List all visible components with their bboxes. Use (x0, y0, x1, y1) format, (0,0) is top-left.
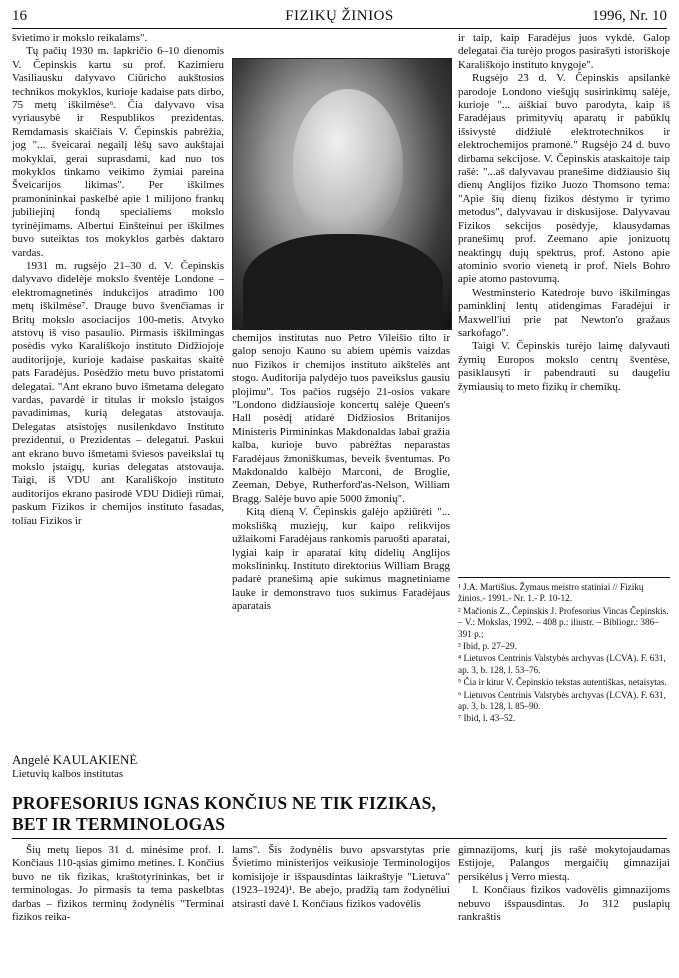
paragraph: lams". Šis žodynėlis buvo apsvarstytas prie Švietimo ministerijos veikusioje Terminologijos komisijoje ir išspausdintas laikraštyje "Lietuva" (1923–1924)¹. Be abejo, pradžią tam žodynėliui atsirasti davė I. Končiaus fizikos vadovėlis (232, 844, 450, 910)
article-title (12, 793, 662, 835)
footnote: ⁵ Čia ir kitur V. Čepinskio tekstas autentiškas, netaisytas. (458, 677, 667, 688)
paragraph: I. Končiaus fizikos vadovėlis gimnazijoms nebuvo išspausdintas. Jo 312 puslapių rankraštis (458, 884, 670, 924)
divider (12, 838, 667, 839)
portrait-coat (243, 234, 443, 330)
footnote: ¹ J.A. Martišius. Žymaus meistro statiniai // Fizikų žinios.- 1991.- Nr. 1.- P. 10-12. (458, 582, 644, 604)
article-title-line-1: PROFESORIUS IGNAS KONČIUS NE TIK FIZIKAS, (12, 793, 437, 813)
paragraph: Westminsterio Katedroje buvo iškilmingas paminklinį lentų atidengimas Faradėjui ir Maxwell'iui prie pat Newton'o gražaus sarkofago". (458, 286, 670, 339)
article-column-1 (12, 32, 224, 528)
footnotes (458, 577, 670, 726)
author-block (12, 752, 137, 782)
footnote: ² Mačionis Z., Čepinskis J. Profesorius Vincas Čepinskis. – V.: Mokslas, 1992. – 408 p.: iliustr. – Bibliogr.: 386–391 p.; (458, 605, 669, 639)
paragraph: Kitą dieną V. Čepinskis galėjo apžiūrėti "... mokslišką muziejų, kur kaipo relikvijos užlaikomi Faradėjaus rankomis paruošti aparatai, lygiai kaip ir aparatai kitų didelių Anglijos mokslininkų. Instituto direktorius William Bragg padarė pranešimą apie sukimus magnetiniame lauke ir demonstravo tuos sukimus Faradėjaus aparatais (232, 506, 450, 613)
article2-column-1 (12, 844, 224, 924)
paragraph: 1931 m. rugsėjo 21–30 d. V. Čepinskis dalyvavo didelėje mokslo šventėje Londone – elektromagnetinės indukcijos atradimo 100 metų iškilmėse⁷. Drauge buvo švenčiamas ir Britų mokslo asociacijos 100-metis. Atvyko atstovų iš viso pasaulio. Pirmasis iškilmingas posėdis vyko Karališkojo instituto Didžiojoje auditorijoje, kurioje kadaise paskaitas skaitė pats Faradėjus. Posėdžio metu buvo pristatomi delegatai. "Ant ekrano buvo išmetama delegato vardas, pavardė ir titulas ir mokslo įstaigos pavadinimas, kurią delegatas atstovauja. Delegatas atsistojęs nusilenkdavo Instituto prezidentui, o Prezidentas – delegatui. Paskui ant ekrano buvo išmetami šviesos paveikslai tų mokslo įstaigų, kurias delegatas atstovauja. Taigi, iš VDU ant Karališkojo instituto auditorijos ekrano pasirodė VDU Didieji rūmai, paskum Fizikos ir chemijos instituto fasadas, toliau Fizikos ir (12, 259, 224, 527)
footnote: ⁷ Ibid, l. 43–52. (458, 713, 516, 724)
paragraph: Šių metų liepos 31 d. minėsime prof. I. Končiaus 110-ąsias gimimo metines. I. Končius buvo ne tik fizikas, kraštotyrininkas, bet ir terminologas. Jo pirmasis ta tema paskelbtas darbas – fizikos terminų žodynėlis "Terminai fizikos reika- (12, 844, 224, 924)
paragraph: Taigi V. Čepinskis turėjo laimę dalyvauti žymių Europos mokslo centrų šventėse, pasiklausyti ir pabendrauti su daugeliu žymiausių to meto fizikų ir chemikų. (458, 340, 670, 393)
footnote: ³ Ibid, p. 27–29. (458, 641, 517, 652)
article-column-3 (458, 32, 670, 394)
portrait-face (293, 89, 403, 239)
article-title-line-2: BET IR TERMINOLOGAS (12, 814, 226, 834)
page-header (12, 6, 667, 29)
article-column-2 (232, 332, 450, 614)
paragraph: ir taip, kaip Faradėjus juos vykdė. Galop delegatai čia turėjo progos pasirašyti istoriškoje Karališkojo instituto knygoje". (458, 32, 670, 71)
paragraph: švietimo ir mokslo reikalams". (12, 32, 148, 44)
author-affiliation: Lietuvių kalbos institutas (12, 768, 124, 780)
paragraph: gimnazijoms, kurį jis rašė mokytojaudamas Estijoje, Palangos mergaičių gimnazijai persikėlus į Verro miestą. (458, 844, 670, 883)
paragraph: Rugsėjo 23 d. V. Čepinskis apsilankė parodoje Londono viešųjų susirinkimų salėje, kurioje "... aiškiai buvo parodyta, kaip iš Faradėjaus primityvių aparatų ir pabūklų išsivystė didžiulė elektrotechnikos ir elektrochemijos pramonė." Rugsėjo 24 d. buvo dirbama sekcijose. V. Čepinskis ataskaitoje taip rašė: "...aš dalyvavau pranešime didžiausio šių dienų Anglijos fiziko Juozo Thomsono tema: "Apie šių dienų fizikos dėstymo ir tyrimo metodus", dalyvavau ir diskusijose. Dalyvavau Fizikos sekcijos posėdyje, klausydamas pranešimų prof. Zeemano apie jonizuotų neaktingų dujų spektrus, prof. Astono apie atominio svorio vienetą ir prof. Niels Bohro apie atomo pastovumą. (458, 72, 670, 286)
journal-title: FIZIKŲ ŽINIOS (285, 8, 394, 24)
footnote: ⁶ Lietuvos Centrinis Valstybės archyvas (LCVA). F. 631, ap. 3, b. 128, l. 85–90. (458, 689, 666, 712)
article2-column-3 (458, 844, 670, 924)
paragraph: chemijos institutas nuo Petro Vileišio tilto ir galop senojo Kauno su abiem upėmis vaizdas nuo Fizikos ir chemijos instituto aikštelės ant stogo. Auditorija palydėjo tuos paveikslus gausiu plojimu". Tos pačios rugsėjo 21-osios vakare "Londono didžiausioje koncertų salėje Queen's Hall posėdį atidarė Didžiosios Britanijos Ministeris Pirmininkas Makdonaldas labai gražia kalba, kurioje buvo pabrėžtas neparastas Faradėjaus žmoniškumas, beveik šventumas. Po Makdonaldo kalbėjo Marconi, de Broglie, Zeeman, Debye, Rutherford'as-Nelson, William Bragg. Salėje buvo apie 5000 žmonių". (232, 332, 450, 505)
paragraph: Tų pačių 1930 m. lapkričio 6–10 dienomis V. Čepinskis kartu su prof. Kazimieru Vasiliausku dalyvavo Ciūricho aukštosios technikos mokyklos, kurioje kadaise pats dirbo, 75 metų iškilmėse⁶. Čia dalyvavo visa vyriausybė ir Respublikos prezidentas. Remdamasis skaičiais V. Čepinskis pabrėžia, jog "... šveicarai negailį lėšų savo aukštajai mokyklai, gerai suprasdami, kad nuo tos mokyklos tinkamo veikimo žymiai pareina Šveicarijos likimas". Per iškilmes pramonininkai paskelbė apie 1 milijono frankų jubiliejinį fondą specialiems mokslo tyrinėjimams. Albertui Einšteinui per iškilmes buvo suteiktas tos mokyklos garbės daktaro vardas. (12, 45, 224, 259)
author-name: Angelė KAULAKIENĖ (12, 752, 138, 767)
issue-number: 1996, Nr. 10 (592, 8, 667, 24)
page-number: 16 (12, 8, 27, 24)
article2-column-2 (232, 844, 450, 911)
portrait-photo (232, 58, 452, 330)
footnote: ⁴ Lietuvos Centrinis Valstybės archyvas (LCVA). F. 631, ap. 3, b. 128, l. 53–76. (458, 653, 666, 675)
